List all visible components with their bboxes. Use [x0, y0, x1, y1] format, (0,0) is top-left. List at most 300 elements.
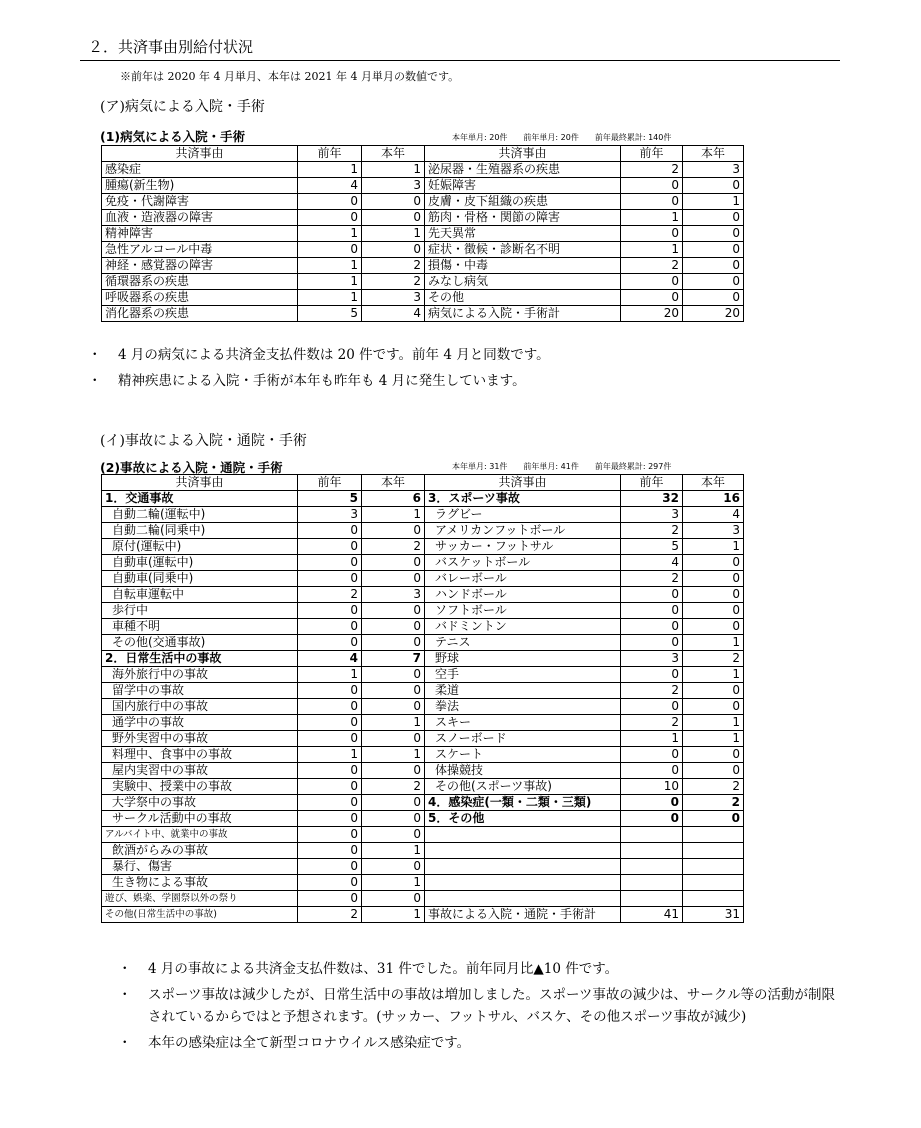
left-reason-cell: 歩行中: [102, 603, 298, 619]
left-prev-year-cell: 0: [298, 875, 362, 891]
right-this-year-cell: 1: [683, 715, 744, 731]
left-prev-year-cell: 4: [298, 178, 362, 194]
left-reason-cell: 神経・感覚器の障害: [102, 258, 298, 274]
right-prev-year-cell: [621, 875, 683, 891]
table-row: [102, 619, 744, 635]
table-header-row: [102, 475, 744, 491]
right-prev-year-cell: 41: [621, 907, 683, 923]
right-reason-cell: みなし病気: [425, 274, 621, 290]
bullet-mark: ・: [118, 1035, 132, 1051]
right-this-year-cell: 0: [683, 699, 744, 715]
right-reason-cell: サッカー・フットサル: [425, 539, 621, 555]
left-this-year-cell: 1: [362, 875, 425, 891]
left-prev-year-cell: 0: [298, 731, 362, 747]
section-b-title: (イ)事故による入院・通院・手術: [100, 433, 307, 449]
bullet-text: 精神疾患による入院・手術が本年も昨年も 4 月に発生しています。: [118, 373, 526, 389]
left-reason-cell: 生き物による事故: [102, 875, 298, 891]
right-this-year-cell: [683, 843, 744, 859]
table-row: [102, 699, 744, 715]
table-row: [102, 306, 744, 322]
right-this-year-cell: [683, 859, 744, 875]
table-row: [102, 523, 744, 539]
right-prev-year-cell: 0: [621, 290, 683, 306]
left-this-year-cell: 1: [362, 907, 425, 923]
bullet-item: [118, 984, 838, 1028]
left-this-year-cell: 0: [362, 827, 425, 843]
bullet-item: [88, 370, 848, 392]
left-this-year-cell: 7: [362, 651, 425, 667]
left-reason-cell: 呼吸器系の疾患: [102, 290, 298, 306]
right-this-year-cell: 0: [683, 242, 744, 258]
left-reason-cell: 暴行、傷害: [102, 859, 298, 875]
right-this-year-cell: 0: [683, 274, 744, 290]
right-reason-cell: スノーボード: [425, 731, 621, 747]
left-reason-cell: 料理中、食事中の事故: [102, 747, 298, 763]
table-row: [102, 210, 744, 226]
table-row: [102, 763, 744, 779]
right-reason-cell: 妊娠障害: [425, 178, 621, 194]
section-a-bullets: [88, 344, 848, 396]
right-prev-year-cell: 10: [621, 779, 683, 795]
table-row: [102, 667, 744, 683]
table-row: [102, 843, 744, 859]
left-prev-year-cell: 0: [298, 683, 362, 699]
left-prev-year-cell: 1: [298, 747, 362, 763]
table-row: [102, 226, 744, 242]
table-row: [102, 795, 744, 811]
right-reason-cell: 皮膚・皮下組織の疾患: [425, 194, 621, 210]
right-this-year-cell: 2: [683, 651, 744, 667]
left-this-year-cell: 0: [362, 210, 425, 226]
right-reason-cell: スキー: [425, 715, 621, 731]
column-header: 前年: [298, 146, 362, 162]
left-this-year-cell: 0: [362, 763, 425, 779]
table1-summary: 本年単月: 20件 前年単月: 20件 前年最終累計: 140件: [452, 133, 672, 142]
left-reason-cell: 自転車運転中: [102, 587, 298, 603]
right-this-year-cell: 20: [683, 306, 744, 322]
right-prev-year-cell: 2: [621, 683, 683, 699]
left-reason-cell: 自動車(運転中): [102, 555, 298, 571]
right-prev-year-cell: 20: [621, 306, 683, 322]
right-prev-year-cell: 2: [621, 523, 683, 539]
table-row: [102, 603, 744, 619]
right-prev-year-cell: 1: [621, 210, 683, 226]
right-reason-cell: アメリカンフットボール: [425, 523, 621, 539]
table-row: [102, 242, 744, 258]
right-prev-year-cell: 2: [621, 715, 683, 731]
left-prev-year-cell: 0: [298, 843, 362, 859]
right-this-year-cell: 0: [683, 587, 744, 603]
table-row: [102, 683, 744, 699]
left-prev-year-cell: 0: [298, 523, 362, 539]
left-reason-cell: 1．交通事故: [102, 491, 298, 507]
table-row: [102, 715, 744, 731]
left-prev-year-cell: 0: [298, 763, 362, 779]
left-reason-cell: 野外実習中の事故: [102, 731, 298, 747]
table-row: [102, 635, 744, 651]
left-reason-cell: 腫瘍(新生物): [102, 178, 298, 194]
left-this-year-cell: 6: [362, 491, 425, 507]
left-prev-year-cell: 1: [298, 162, 362, 178]
left-this-year-cell: 1: [362, 747, 425, 763]
left-reason-cell: 消化器系の疾患: [102, 306, 298, 322]
left-prev-year-cell: 0: [298, 571, 362, 587]
right-reason-cell: バスケットボール: [425, 555, 621, 571]
right-this-year-cell: 0: [683, 619, 744, 635]
right-this-year-cell: 0: [683, 603, 744, 619]
column-header: 本年: [362, 146, 425, 162]
left-prev-year-cell: 5: [298, 306, 362, 322]
right-this-year-cell: [683, 891, 744, 907]
left-this-year-cell: 0: [362, 571, 425, 587]
right-reason-cell: [425, 875, 621, 891]
table-row: [102, 811, 744, 827]
table-row: [102, 731, 744, 747]
left-prev-year-cell: 1: [298, 290, 362, 306]
right-this-year-cell: 0: [683, 747, 744, 763]
left-prev-year-cell: 1: [298, 667, 362, 683]
table-row: [102, 290, 744, 306]
left-prev-year-cell: 0: [298, 635, 362, 651]
left-this-year-cell: 0: [362, 635, 425, 651]
right-prev-year-cell: 3: [621, 651, 683, 667]
left-this-year-cell: 0: [362, 242, 425, 258]
table-row: [102, 827, 744, 843]
right-this-year-cell: 0: [683, 811, 744, 827]
right-prev-year-cell: 2: [621, 571, 683, 587]
table-row: [102, 491, 744, 507]
table-row: [102, 555, 744, 571]
table-row: [102, 587, 744, 603]
right-this-year-cell: 1: [683, 194, 744, 210]
left-this-year-cell: 0: [362, 699, 425, 715]
right-this-year-cell: 1: [683, 667, 744, 683]
table1-title: (1)病気による入院・手術: [100, 129, 246, 144]
right-reason-cell: [425, 891, 621, 907]
left-reason-cell: アルバイト中、就業中の事故: [102, 827, 298, 843]
column-header: 共済事由: [425, 475, 621, 491]
right-this-year-cell: 0: [683, 763, 744, 779]
left-this-year-cell: 0: [362, 859, 425, 875]
column-header: 前年: [298, 475, 362, 491]
left-this-year-cell: 2: [362, 779, 425, 795]
right-prev-year-cell: 0: [621, 619, 683, 635]
left-this-year-cell: 0: [362, 731, 425, 747]
right-this-year-cell: 3: [683, 523, 744, 539]
bullet-mark: ・: [118, 961, 132, 977]
right-reason-cell: その他(スポーツ事故): [425, 779, 621, 795]
left-this-year-cell: 0: [362, 891, 425, 907]
right-reason-cell: 体操競技: [425, 763, 621, 779]
left-reason-cell: 実験中、授業中の事故: [102, 779, 298, 795]
table-row: [102, 194, 744, 210]
table-row: [102, 274, 744, 290]
heading-rule: [80, 60, 840, 61]
left-prev-year-cell: 0: [298, 779, 362, 795]
bullet-text: 4 月の病気による共済金支払件数は 20 件です。前年 4 月と同数です。: [118, 347, 550, 363]
left-this-year-cell: 1: [362, 843, 425, 859]
left-reason-cell: 循環器系の疾患: [102, 274, 298, 290]
column-header: 本年: [683, 475, 744, 491]
bullet-mark: ・: [88, 347, 102, 363]
left-this-year-cell: 0: [362, 194, 425, 210]
left-prev-year-cell: 5: [298, 491, 362, 507]
right-prev-year-cell: 1: [621, 731, 683, 747]
page-heading: ２．共済事由別給付状況: [88, 38, 254, 56]
right-prev-year-cell: 1: [621, 242, 683, 258]
accident-table: [101, 474, 744, 923]
right-reason-cell: 損傷・中毒: [425, 258, 621, 274]
right-prev-year-cell: 0: [621, 635, 683, 651]
period-note: ※前年は 2020 年 4 月単月、本年は 2021 年 4 月単月の数値です。: [120, 70, 460, 83]
column-header: 共済事由: [102, 146, 298, 162]
right-prev-year-cell: 0: [621, 603, 683, 619]
column-header: 共済事由: [102, 475, 298, 491]
right-reason-cell: 5．その他: [425, 811, 621, 827]
right-this-year-cell: 16: [683, 491, 744, 507]
left-prev-year-cell: 0: [298, 827, 362, 843]
bullet-mark: ・: [88, 373, 102, 389]
right-this-year-cell: 1: [683, 635, 744, 651]
column-header: 前年: [621, 146, 683, 162]
left-prev-year-cell: 0: [298, 555, 362, 571]
left-reason-cell: 自動二輪(同乗中): [102, 523, 298, 539]
left-reason-cell: 免疫・代謝障害: [102, 194, 298, 210]
left-this-year-cell: 0: [362, 523, 425, 539]
right-reason-cell: スケート: [425, 747, 621, 763]
left-reason-cell: 精神障害: [102, 226, 298, 242]
table2-summary: 本年単月: 31件 前年単月: 41件 前年最終累計: 297件: [452, 462, 672, 471]
right-reason-cell: 症状・徴候・診断名不明: [425, 242, 621, 258]
right-prev-year-cell: 0: [621, 226, 683, 242]
right-reason-cell: 4．感染症(一類・二類・三類): [425, 795, 621, 811]
right-reason-cell: ソフトボール: [425, 603, 621, 619]
left-reason-cell: 原付(運転中): [102, 539, 298, 555]
left-prev-year-cell: 3: [298, 507, 362, 523]
left-prev-year-cell: 0: [298, 242, 362, 258]
left-this-year-cell: 0: [362, 603, 425, 619]
left-this-year-cell: 3: [362, 178, 425, 194]
column-header: 本年: [683, 146, 744, 162]
right-prev-year-cell: 0: [621, 667, 683, 683]
left-this-year-cell: 3: [362, 290, 425, 306]
bullet-text: 本年の感染症は全て新型コロナウイルス感染症です。: [148, 1035, 471, 1051]
bullet-text: 4 月の事故による共済金支払件数は、31 件でした。前年同月比▲10 件です。: [148, 961, 619, 977]
bullet-item: [88, 344, 848, 366]
right-prev-year-cell: 32: [621, 491, 683, 507]
section-b-bullets: [118, 958, 838, 1058]
bullet-mark: ・: [118, 987, 132, 1003]
bullet-text: スポーツ事故は減少したが、日常生活中の事故は増加しました。スポーツ事故の減少は、サークル等の活動が制限されているからではと予想されます。(サッカー、フットサル、バスケ、その他スポーツ事故が減少): [148, 987, 836, 1025]
left-this-year-cell: 0: [362, 683, 425, 699]
table-row: [102, 258, 744, 274]
right-reason-cell: テニス: [425, 635, 621, 651]
right-this-year-cell: 31: [683, 907, 744, 923]
section-a-title: (ア)病気による入院・手術: [100, 99, 265, 115]
right-reason-cell: [425, 859, 621, 875]
left-prev-year-cell: 2: [298, 587, 362, 603]
table-header-row: [102, 146, 744, 162]
left-prev-year-cell: 0: [298, 715, 362, 731]
right-prev-year-cell: 0: [621, 747, 683, 763]
left-reason-cell: 2．日常生活中の事故: [102, 651, 298, 667]
left-prev-year-cell: 0: [298, 891, 362, 907]
table-row: [102, 779, 744, 795]
right-reason-cell: 泌尿器・生殖器系の疾患: [425, 162, 621, 178]
left-prev-year-cell: 1: [298, 274, 362, 290]
right-this-year-cell: [683, 827, 744, 843]
right-prev-year-cell: 0: [621, 178, 683, 194]
right-this-year-cell: 1: [683, 539, 744, 555]
left-reason-cell: 飲酒がらみの事故: [102, 843, 298, 859]
table-row: [102, 571, 744, 587]
right-this-year-cell: 2: [683, 779, 744, 795]
right-reason-cell: 先天異常: [425, 226, 621, 242]
left-prev-year-cell: 0: [298, 795, 362, 811]
right-this-year-cell: 0: [683, 258, 744, 274]
left-this-year-cell: 0: [362, 555, 425, 571]
left-reason-cell: 自動車(同乗中): [102, 571, 298, 587]
left-reason-cell: 感染症: [102, 162, 298, 178]
table-row: [102, 178, 744, 194]
right-prev-year-cell: 0: [621, 795, 683, 811]
left-reason-cell: 大学祭中の事故: [102, 795, 298, 811]
right-reason-cell: 病気による入院・手術計: [425, 306, 621, 322]
table-row: [102, 747, 744, 763]
left-reason-cell: 屋内実習中の事故: [102, 763, 298, 779]
right-prev-year-cell: [621, 843, 683, 859]
left-reason-cell: 血液・造液器の障害: [102, 210, 298, 226]
right-reason-cell: [425, 843, 621, 859]
right-reason-cell: ハンドボール: [425, 587, 621, 603]
left-this-year-cell: 1: [362, 715, 425, 731]
left-this-year-cell: 0: [362, 667, 425, 683]
right-prev-year-cell: 0: [621, 194, 683, 210]
right-reason-cell: ラグビー: [425, 507, 621, 523]
table-row: [102, 539, 744, 555]
right-prev-year-cell: 2: [621, 258, 683, 274]
right-reason-cell: 柔道: [425, 683, 621, 699]
right-this-year-cell: 0: [683, 210, 744, 226]
right-this-year-cell: [683, 875, 744, 891]
left-prev-year-cell: 4: [298, 651, 362, 667]
right-this-year-cell: 0: [683, 178, 744, 194]
left-reason-cell: 自動二輪(運転中): [102, 507, 298, 523]
left-this-year-cell: 2: [362, 539, 425, 555]
left-prev-year-cell: 0: [298, 539, 362, 555]
right-prev-year-cell: [621, 827, 683, 843]
left-prev-year-cell: 1: [298, 258, 362, 274]
left-this-year-cell: 2: [362, 258, 425, 274]
table-row: [102, 507, 744, 523]
table-row: [102, 651, 744, 667]
table2-title: (2)事故による入院・通院・手術: [100, 460, 283, 475]
right-prev-year-cell: 0: [621, 587, 683, 603]
left-this-year-cell: 1: [362, 162, 425, 178]
column-header: 共済事由: [425, 146, 621, 162]
left-reason-cell: サークル活動中の事故: [102, 811, 298, 827]
right-reason-cell: 空手: [425, 667, 621, 683]
column-header: 本年: [362, 475, 425, 491]
left-reason-cell: 国内旅行中の事故: [102, 699, 298, 715]
left-prev-year-cell: 0: [298, 699, 362, 715]
left-reason-cell: 急性アルコール中毒: [102, 242, 298, 258]
right-prev-year-cell: [621, 891, 683, 907]
left-prev-year-cell: 0: [298, 194, 362, 210]
left-prev-year-cell: 0: [298, 210, 362, 226]
table-row: [102, 891, 744, 907]
left-this-year-cell: 0: [362, 811, 425, 827]
right-reason-cell: 3．スポーツ事故: [425, 491, 621, 507]
left-reason-cell: 留学中の事故: [102, 683, 298, 699]
right-this-year-cell: 3: [683, 162, 744, 178]
right-prev-year-cell: 0: [621, 699, 683, 715]
right-prev-year-cell: 0: [621, 811, 683, 827]
right-this-year-cell: 1: [683, 731, 744, 747]
right-reason-cell: その他: [425, 290, 621, 306]
right-prev-year-cell: 2: [621, 162, 683, 178]
right-reason-cell: 野球: [425, 651, 621, 667]
table-row: [102, 162, 744, 178]
left-this-year-cell: 1: [362, 226, 425, 242]
right-this-year-cell: 2: [683, 795, 744, 811]
left-this-year-cell: 4: [362, 306, 425, 322]
right-prev-year-cell: 5: [621, 539, 683, 555]
right-this-year-cell: 0: [683, 555, 744, 571]
left-this-year-cell: 2: [362, 274, 425, 290]
left-reason-cell: 遊び、娯楽、学園祭以外の祭り: [102, 891, 298, 907]
left-prev-year-cell: 1: [298, 226, 362, 242]
table-row: [102, 875, 744, 891]
right-prev-year-cell: 3: [621, 507, 683, 523]
right-reason-cell: 拳法: [425, 699, 621, 715]
left-this-year-cell: 3: [362, 587, 425, 603]
right-prev-year-cell: 4: [621, 555, 683, 571]
illness-table: [101, 145, 744, 322]
right-this-year-cell: 4: [683, 507, 744, 523]
right-reason-cell: [425, 827, 621, 843]
left-prev-year-cell: 0: [298, 603, 362, 619]
left-this-year-cell: 0: [362, 619, 425, 635]
bullet-item: [118, 1032, 838, 1054]
right-reason-cell: バレーボール: [425, 571, 621, 587]
left-this-year-cell: 0: [362, 795, 425, 811]
right-this-year-cell: 0: [683, 226, 744, 242]
left-reason-cell: その他(交通事故): [102, 635, 298, 651]
left-prev-year-cell: 0: [298, 619, 362, 635]
left-prev-year-cell: 0: [298, 859, 362, 875]
bullet-item: [118, 958, 838, 980]
left-prev-year-cell: 2: [298, 907, 362, 923]
right-this-year-cell: 0: [683, 683, 744, 699]
left-prev-year-cell: 0: [298, 811, 362, 827]
right-prev-year-cell: [621, 859, 683, 875]
right-this-year-cell: 0: [683, 571, 744, 587]
right-this-year-cell: 0: [683, 290, 744, 306]
left-reason-cell: 海外旅行中の事故: [102, 667, 298, 683]
right-reason-cell: バドミントン: [425, 619, 621, 635]
left-reason-cell: 通学中の事故: [102, 715, 298, 731]
right-prev-year-cell: 0: [621, 763, 683, 779]
left-this-year-cell: 1: [362, 507, 425, 523]
left-reason-cell: その他(日常生活中の事故): [102, 907, 298, 923]
left-reason-cell: 車種不明: [102, 619, 298, 635]
right-prev-year-cell: 0: [621, 274, 683, 290]
right-reason-cell: 事故による入院・通院・手術計: [425, 907, 621, 923]
column-header: 前年: [621, 475, 683, 491]
table-row: [102, 859, 744, 875]
table-row: [102, 907, 744, 923]
